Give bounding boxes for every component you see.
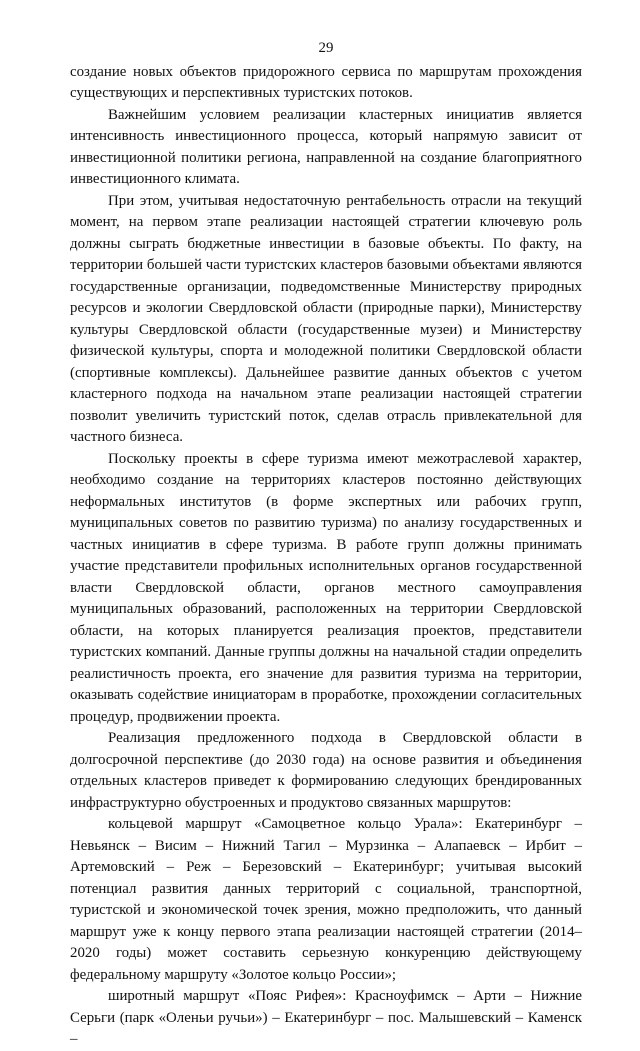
- page-number: 29: [318, 40, 334, 56]
- paragraph-1: создание новых объектов придорожного сервиса по маршрутам прохождения существующих и перспективных туристских потоков.: [70, 63, 582, 101]
- document-page: [70, 38, 582, 1051]
- paragraph-5: Реализация предложенного подхода в Свердловской области в долгосрочной перспективе (до 2030 года) на основе развития и объединения отдельных кластеров приведет к формированию следующих брендированных инфраструктурно обустроенных и продуктово связанных маршрутов:: [70, 730, 582, 811]
- paragraph-2: Важнейшим условием реализации кластерных инициатив является интенсивность инвестиционного процесса, который напрямую зависит от инвестиционной политики региона, направленной на создание благоприятного инвестиционного климата.: [70, 106, 582, 187]
- paragraph-4: Поскольку проекты в сфере туризма имеют межотраслевой характер, необходимо создание на территориях кластеров постоянно действующих неформальных институтов (в форме экспертных или рабочих групп, муниципальных советов по развитию туризма) по анализу государственных и частных инициатив в сфере туризма. В работе групп должны принимать участие представители профильных исполнительных органов государственной власти Свердловской области, органов местного самоуправления муниципальных образований, расположенных на территории Свердловской области, на которых планируется реализация проектов, представители туристских компаний. Данные группы должны на начальной стадии определить реалистичность проекта, его значение для развития туризма на территории, оказывать содействие инициаторам в проработке, прохождении согласительных процедур, продвижении проекта.: [70, 450, 582, 725]
- paragraph-6: кольцевой маршрут «Самоцветное кольцо Урала»: Екатеринбург – Невьянск – Висим – Нижний Тагил – Мурзинка – Алапаевск – Ирбит – Артемовский – Реж – Березовский – Екатеринбург; учитывая высокий потенциал развития данных территорий с социальной, транспортной, туристской и экономической точек зрения, можно предположить, что данный маршрут уже к концу первого этапа реализации настоящей стратегии (2014–2020 годы) может составить серьезную конкуренцию действующему федеральному маршруту «Золотое кольцо России»;: [70, 816, 582, 983]
- paragraph-7: широтный маршрут «Пояс Рифея»: Красноуфимск – Арти – Нижние Серьги (парк «Оленьи ручьи») – Екатеринбург – пос. Малышевский – Каменск –: [70, 988, 582, 1047]
- paragraph-3: При этом, учитывая недостаточную рентабельность отрасли на текущий момент, на первом этапе реализации настоящей стратегии ключевую роль должны сыграть бюджетные инвестиции в базовые объекты. По факту, на территории большей части туристских кластеров базовыми объектами являются государственные организации, подведомственные Министерству природных ресурсов и экологии Свердловской области (природные парки), Министерству культуры Свердловской области (государственные музеи) и Министерству физической культуры, спорта и молодежной политики Свердловской области (спортивные комплексы). Дальнейшее развитие данных объектов с учетом кластерного подхода на начальном этапе реализации настоящей стратегии позволит увеличить туристский поток, сделав отрасль привлекательной для частного бизнеса.: [70, 192, 582, 445]
